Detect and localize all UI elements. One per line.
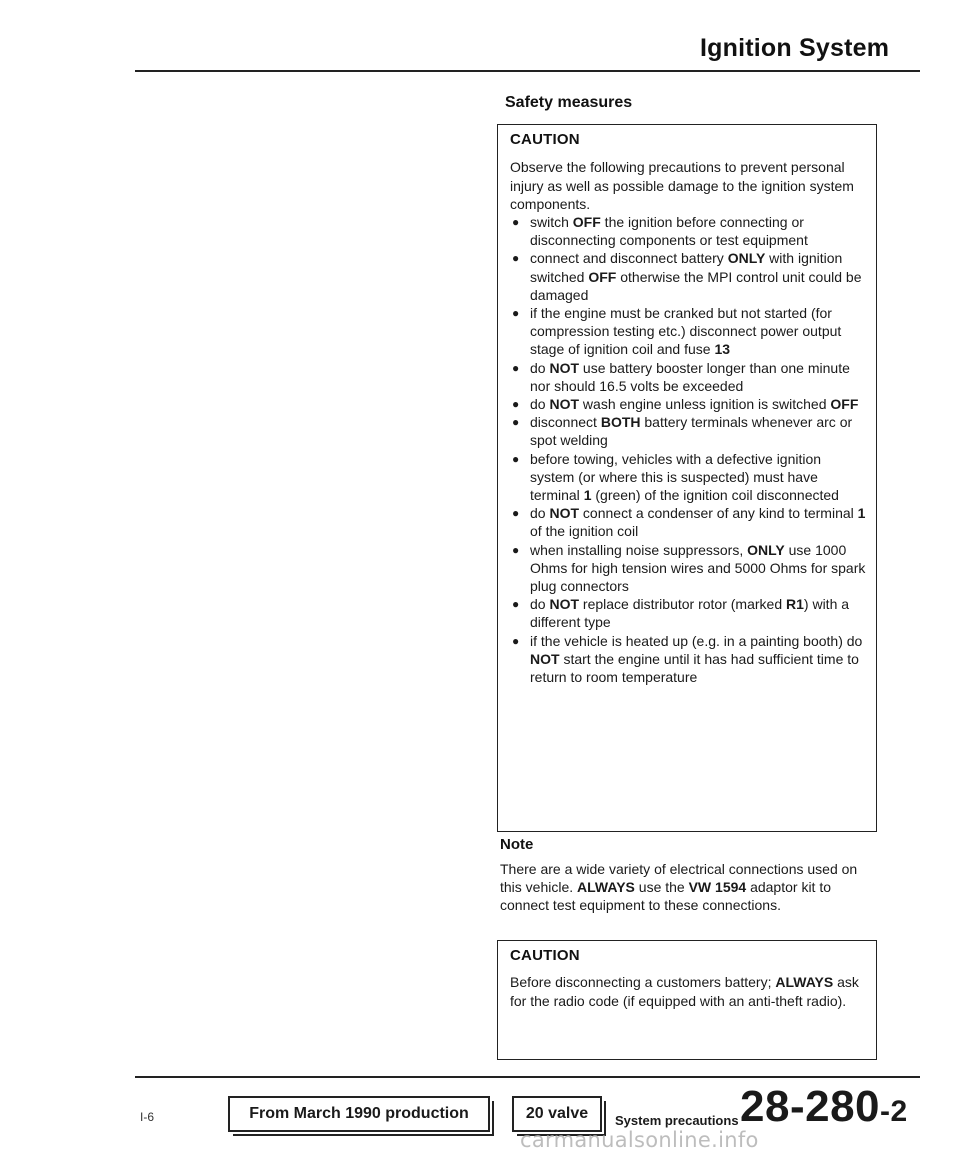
emphasis-text: NOT (549, 359, 580, 376)
watermark: carmanualsonline.info (520, 1128, 759, 1152)
caution-box-battery (497, 940, 877, 1060)
precaution-item: ● switch OFF the ignition before connecting or disconnecting components or test equipment (512, 214, 808, 249)
emphasis-text: ALWAYS (577, 879, 635, 895)
emphasis-text: NOT (549, 396, 580, 413)
bottom-divider (135, 1076, 920, 1078)
emphasis-text: 1 (583, 487, 592, 504)
page-title: Ignition System (700, 34, 890, 62)
precaution-item: ● do NOT wash engine unless ignition is switched OFF (512, 396, 859, 413)
caution-title: CAUTION (510, 131, 580, 148)
emphasis-text: OFF (572, 214, 601, 230)
section-label: System precautions (615, 1113, 739, 1128)
emphasis-text: 13 (714, 341, 731, 358)
caution-battery-text: Before disconnecting a customers battery; ALWAYS ask for the radio code (if equipped with an anti-theft radio). (510, 974, 859, 1009)
precaution-item: ● do NOT replace distributor rotor (marked R1) with a different type (512, 596, 850, 631)
emphasis-text: ALWAYS (775, 974, 834, 990)
emphasis-text: NOT (530, 650, 560, 667)
emphasis-text: NOT (549, 505, 580, 522)
emphasis-text: OFF (588, 268, 617, 285)
bullet-icon: ● (512, 306, 520, 321)
precaution-item: ● if the vehicle is heated up (e.g. in a painting booth) do NOT start the engine until it has had sufficient time to return to room temperature (512, 632, 863, 686)
section-heading: Safety measures (505, 94, 633, 111)
emphasis-text: NOT (549, 596, 580, 613)
valve-badge: 20 valve (512, 1096, 602, 1132)
emphasis-text: OFF (830, 396, 859, 413)
precaution-item: ● when installing noise suppressors, ONLY use 1000 Ohms for high tension wires and 5000 Ohms for spark plug connectors (512, 541, 866, 595)
emphasis-text: ONLY (747, 541, 785, 558)
emphasis-text: ONLY (727, 250, 766, 267)
production-badge: From March 1990 production (228, 1096, 490, 1132)
bullet-icon: ● (512, 415, 520, 430)
emphasis-text: BOTH (600, 414, 641, 431)
repair-group-main: 28-280 (740, 1082, 881, 1131)
precaution-item: ● before towing, vehicles with a defective ignition system (or where this is suspected) must have terminal 1 (green) of the ignition coil disconnected (512, 450, 839, 504)
bullet-icon: ● (512, 597, 520, 612)
precautions-list (510, 213, 866, 686)
precaution-item: ● disconnect BOTH battery terminals whenever arc or spot welding (512, 414, 853, 449)
bullet-icon: ● (512, 251, 520, 266)
top-divider (135, 70, 920, 72)
emphasis-text: VW 1594 (688, 879, 747, 895)
bullet-icon: ● (512, 506, 520, 521)
caution-title: CAUTION (510, 947, 580, 964)
page-reference: I-6 (140, 1110, 155, 1124)
caution-box-safety (497, 124, 877, 832)
note-heading: Note (500, 836, 534, 853)
precaution-item: ● if the engine must be cranked but not started (for compression testing etc.) disconnect power output stage of ignition coil and fuse 13 (512, 305, 842, 358)
bullet-icon: ● (512, 215, 520, 229)
bullet-icon: ● (512, 451, 520, 466)
bullet-icon: ● (512, 633, 520, 648)
bullet-icon: ● (512, 397, 520, 412)
precaution-item: ● do NOT connect a condenser of any kind to terminal 1 of the ignition coil (512, 505, 866, 540)
repair-group-number (740, 1082, 908, 1132)
bullet-icon: ● (512, 542, 520, 557)
repair-group-suffix: -2 (880, 1095, 908, 1128)
note-text: There are a wide variety of electrical connections used on this vehicle. ALWAYS use the VW 1594 adaptor kit to connect test equipment to these connections. (500, 861, 858, 913)
precaution-item: ● connect and disconnect battery ONLY with ignition switched OFF otherwise the MPI control unit could be damaged (512, 250, 862, 303)
bullet-icon: ● (512, 360, 520, 375)
emphasis-text: 1 (857, 505, 866, 522)
precaution-item: ● do NOT use battery booster longer than one minute nor should 16.5 volts be exceeded (512, 359, 850, 394)
emphasis-text: R1 (786, 596, 804, 613)
caution-intro: Observe the following precautions to prevent personal injury as well as possible damage to the ignition system components. (510, 159, 854, 212)
